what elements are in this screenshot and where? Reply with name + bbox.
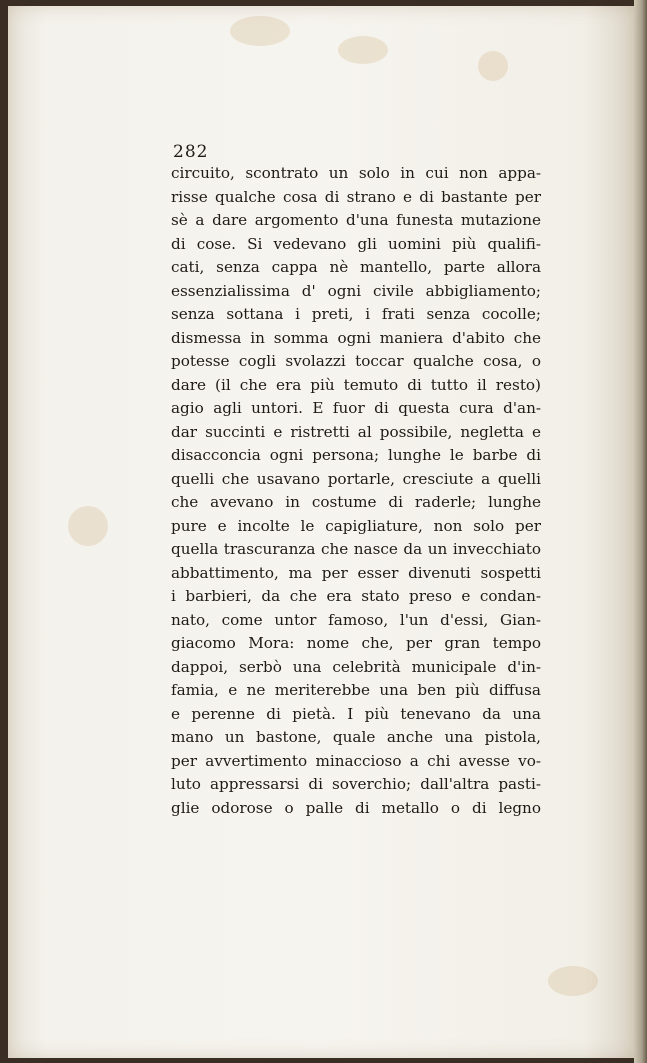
text-line: che avevano in costume di raderle; lunghe	[171, 493, 541, 511]
text-line: luto appressarsi di soverchio; dall'altra pasti-	[171, 775, 541, 793]
page-number: 282	[173, 142, 209, 162]
foxing-stain	[478, 51, 508, 81]
text-line: abbattimento, ma per esser divenuti sospetti	[171, 563, 541, 582]
text-line: dismessa in somma ogni maniera d'abito che	[171, 328, 541, 347]
text-line: cati, senza cappa nè mantello, parte allora	[171, 258, 541, 276]
text-line: di cose. Si vedevano gli uomini più qualifi-	[171, 234, 541, 253]
text-line: e perenne di pietà. I più tenevano da una	[171, 704, 541, 723]
text-line: essenzialissima d' ogni civile abbigliamento;	[171, 281, 541, 300]
text-line: risse qualche cosa di strano e di bastante per	[171, 187, 541, 206]
text-line: giacomo Mora: nome che, per gran tempo	[171, 634, 541, 652]
text-line: quelli che usavano portarle, cresciute a quelli	[171, 469, 541, 488]
text-line: nato, come untor famoso, l'un d'essi, Gian-	[171, 610, 541, 629]
foxing-stain	[548, 966, 598, 996]
text-line: dar succinti e ristretti al possibile, negletta e	[171, 422, 541, 441]
foxing-stain	[230, 16, 290, 46]
text-line: potesse cogli svolazzi toccar qualche cosa, o	[171, 352, 541, 370]
text-line: agio agli untori. E fuor di questa cura d'an-	[171, 399, 541, 417]
text-line: circuito, scontrato un solo in cui non appa-	[171, 164, 541, 182]
foxing-stain	[68, 506, 108, 546]
text-line: mano un bastone, quale anche una pistola,	[171, 728, 541, 746]
page-text-block	[171, 142, 541, 820]
text-line: quella trascuranza che nasce da un invecchiato	[171, 540, 541, 558]
adjacent-page-edge	[634, 0, 647, 1063]
text-line: glie odorose o palle di metallo o di legno	[171, 798, 541, 817]
text-line: dare (il che era più temuto di tutto il resto)	[171, 375, 541, 394]
text-line: disacconcia ogni persona; lunghe le barbe di	[171, 446, 541, 464]
foxing-stain	[338, 36, 388, 64]
text-line: dappoi, serbò una celebrità municipale d'in-	[171, 657, 541, 676]
text-line: famia, e ne meriterebbe una ben più diffusa	[171, 681, 541, 699]
text-line: per avvertimento minaccioso a chi avesse vo-	[171, 751, 541, 770]
text-line: sè a dare argomento d'una funesta mutazione	[171, 211, 541, 229]
text-line: i barbieri, da che era stato preso e condan-	[171, 587, 541, 605]
text-line: senza sottana i preti, i frati senza cocolle;	[171, 305, 541, 323]
text-line: pure e incolte le capigliature, non solo per	[171, 516, 541, 535]
